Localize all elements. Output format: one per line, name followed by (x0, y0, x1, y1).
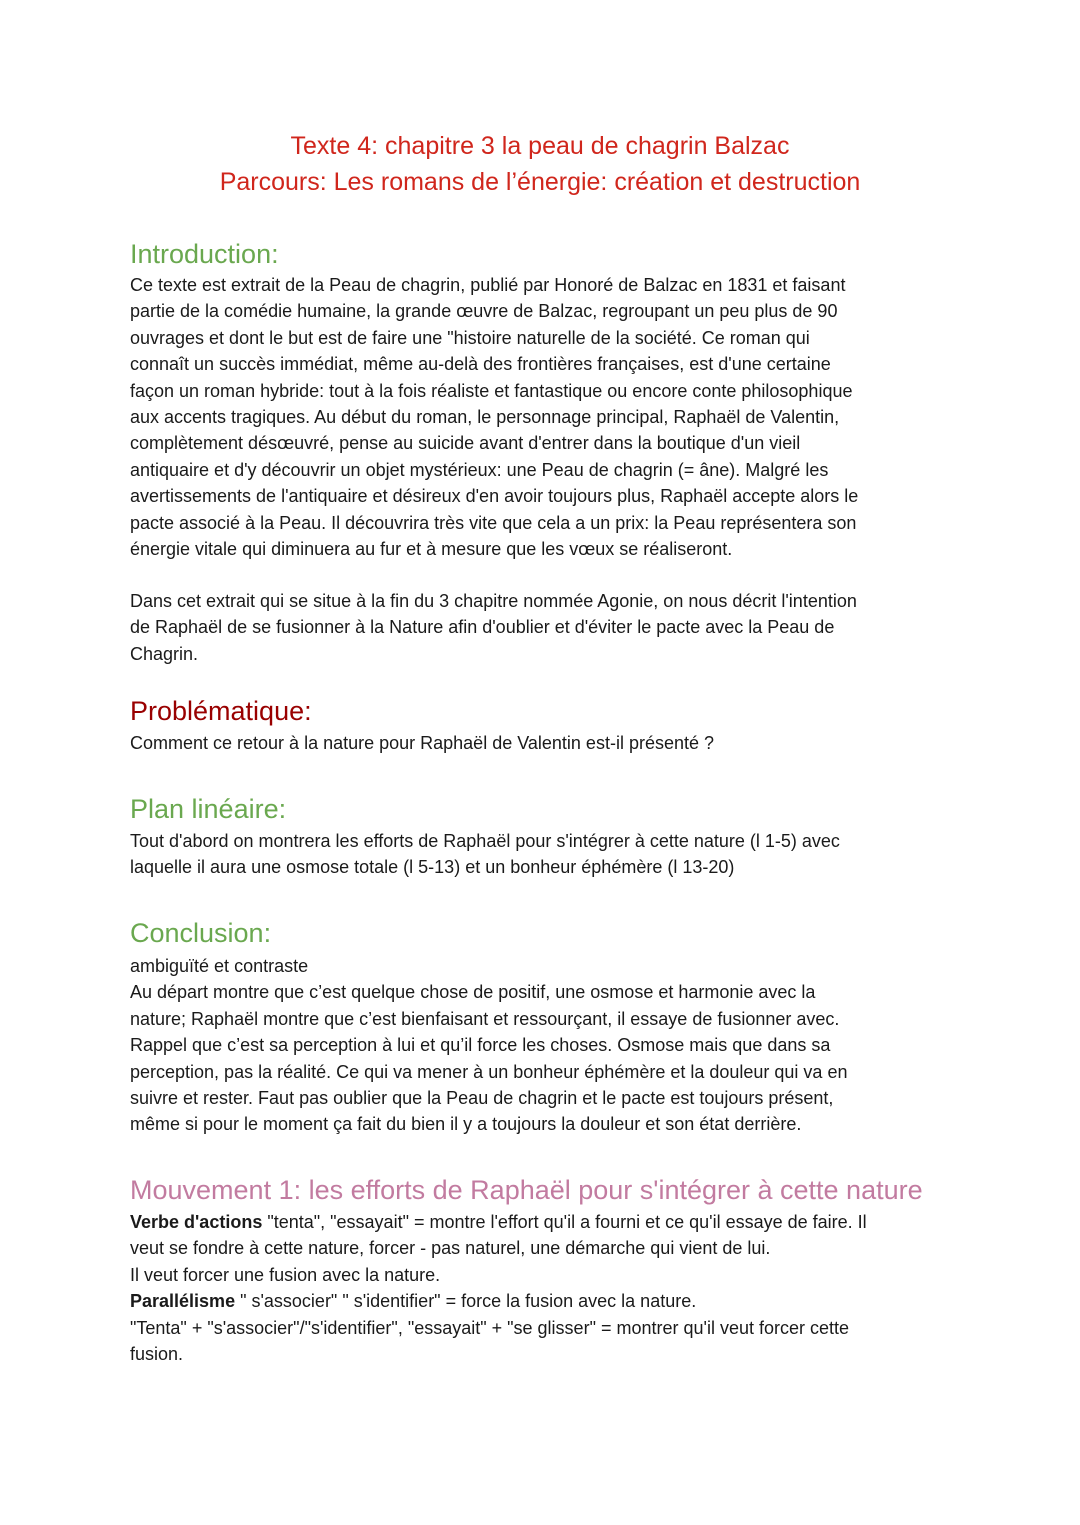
text-line: Tout d'abord on montrera les efforts de Raphaël pour s'intégrer à cette nature (l 1-5) avec (130, 831, 840, 851)
text-line: ouvrages et dont le but est de faire une "histoire naturelle de la société. Ce roman qui (130, 327, 810, 348)
mouvement-1-heading: Mouvement 1: les efforts de Raphaël pour s'intégrer à cette nature (130, 1175, 923, 1205)
text-line: Chagrin. (130, 643, 199, 664)
text-line: perception, pas la réalité. Ce qui va mener à un bonheur éphémère et la douleur qui va en (130, 1061, 848, 1082)
mouvement-1-text (130, 1209, 960, 1367)
text-line: pacte associé à la Peau. Il découvrira très vite que cela a un prix: la Peau représentera son (130, 512, 857, 533)
text-line: de Raphaël de se fusionner à la Nature afin d'oublier et d'éviter le pacte avec la Peau de (130, 617, 835, 638)
bold-term: Verbe d'actions (130, 1212, 263, 1232)
text-line: Il veut forcer une fusion avec la nature. (130, 1264, 441, 1285)
text-line: antiquaire et d'y découvrir un objet mystérieux: une Peau de chagrin (= âne). Malgré les (130, 459, 829, 480)
conclusion-heading: Conclusion: (130, 918, 272, 948)
text-line: Dans cet extrait qui se situe à la fin du 3 chapitre nommée Agonie, on nous décrit l'intention (130, 591, 857, 611)
plan-text (130, 828, 960, 881)
text-line: façon un roman hybride: tout à la fois réaliste et fantastique ou encore conte philosophique (130, 380, 853, 401)
text-line: même si pour le moment ça fait du bien il y a toujours la douleur et son état derrière. (130, 1114, 802, 1135)
text-line: énergie vitale qui diminuera au fur et à mesure que les vœux se réaliseront. (130, 539, 733, 560)
problematique-text (130, 730, 960, 756)
text-line: Comment ce retour à la nature pour Raphaël de Valentin est-il présenté ? (130, 733, 714, 753)
text-line: partie de la comédie humaine, la grande œuvre de Balzac, regroupant un peu plus de 90 (130, 301, 838, 322)
plan-heading: Plan linéaire: (130, 794, 287, 824)
text-line: connaît un succès immédiat, même au-delà des frontières françaises, est d'une certaine (130, 354, 831, 375)
text-line: avertissements de l'antiquaire et désireux d'en avoir toujours plus, Raphaël accepte alors le (130, 486, 859, 507)
text-line (130, 1209, 960, 1235)
problematique-heading: Problématique: (130, 696, 312, 726)
text-segment: " s'associer" " s'identifier" = force la fusion avec la nature. (235, 1291, 697, 1312)
bold-term: Parallélisme (130, 1291, 236, 1312)
introduction-heading: Introduction: (130, 239, 279, 269)
text-line: complètement désœuvré, pense au suicide avant d'entrer dans la boutique d'un vieil (130, 433, 801, 454)
conclusion-text (130, 953, 960, 1138)
text-line: fusion. (130, 1344, 184, 1365)
title-line-1: Texte 4: chapitre 3 la peau de chagrin Balzac (290, 132, 790, 160)
text-line: suivre et rester. Faut pas oublier que la Peau de chagrin et le pacte est toujours présent, (130, 1088, 834, 1109)
text-line: "Tenta" + "s'associer"/"s'identifier", "essayait" + "se glisser" = montrer qu'il veut forcer cette (130, 1317, 849, 1338)
text-line: aux accents tragiques. Au début du roman, le personnage principal, Raphaël de Valentin, (130, 407, 840, 428)
text-line: Au départ montre que c’est quelque chose de positif, une osmose et harmonie avec la (130, 982, 816, 1003)
text-line: nature; Raphaël montre que c’est bienfaisant et ressourçant, il essaye de fusionner avec. (130, 1008, 840, 1029)
introduction-paragraph-1 (130, 272, 960, 562)
text-line: veut se fondre à cette nature, forcer - pas naturel, une démarche qui vient de lui. (130, 1238, 771, 1259)
text-line: Rappel que c’est sa perception à lui et qu’il force les choses. Osmose mais que dans sa (130, 1035, 831, 1056)
text-segment: "tenta", "essayait" = montre l'effort qu'il a fourni et ce qu'il essaye de faire. Il (262, 1212, 867, 1232)
title-line-2: Parcours: Les romans de l’énergie: création et destruction (219, 168, 861, 196)
text-line: Ce texte est extrait de la Peau de chagrin, publié par Honoré de Balzac en 1831 et faisant (130, 275, 846, 295)
text-line: laquelle il aura une osmose totale (l 5-13) et un bonheur éphémère (l 13-20) (130, 857, 735, 878)
text-line: ambiguïté et contraste (130, 956, 309, 976)
text-line (130, 1288, 960, 1314)
introduction-paragraph-2 (130, 588, 960, 667)
